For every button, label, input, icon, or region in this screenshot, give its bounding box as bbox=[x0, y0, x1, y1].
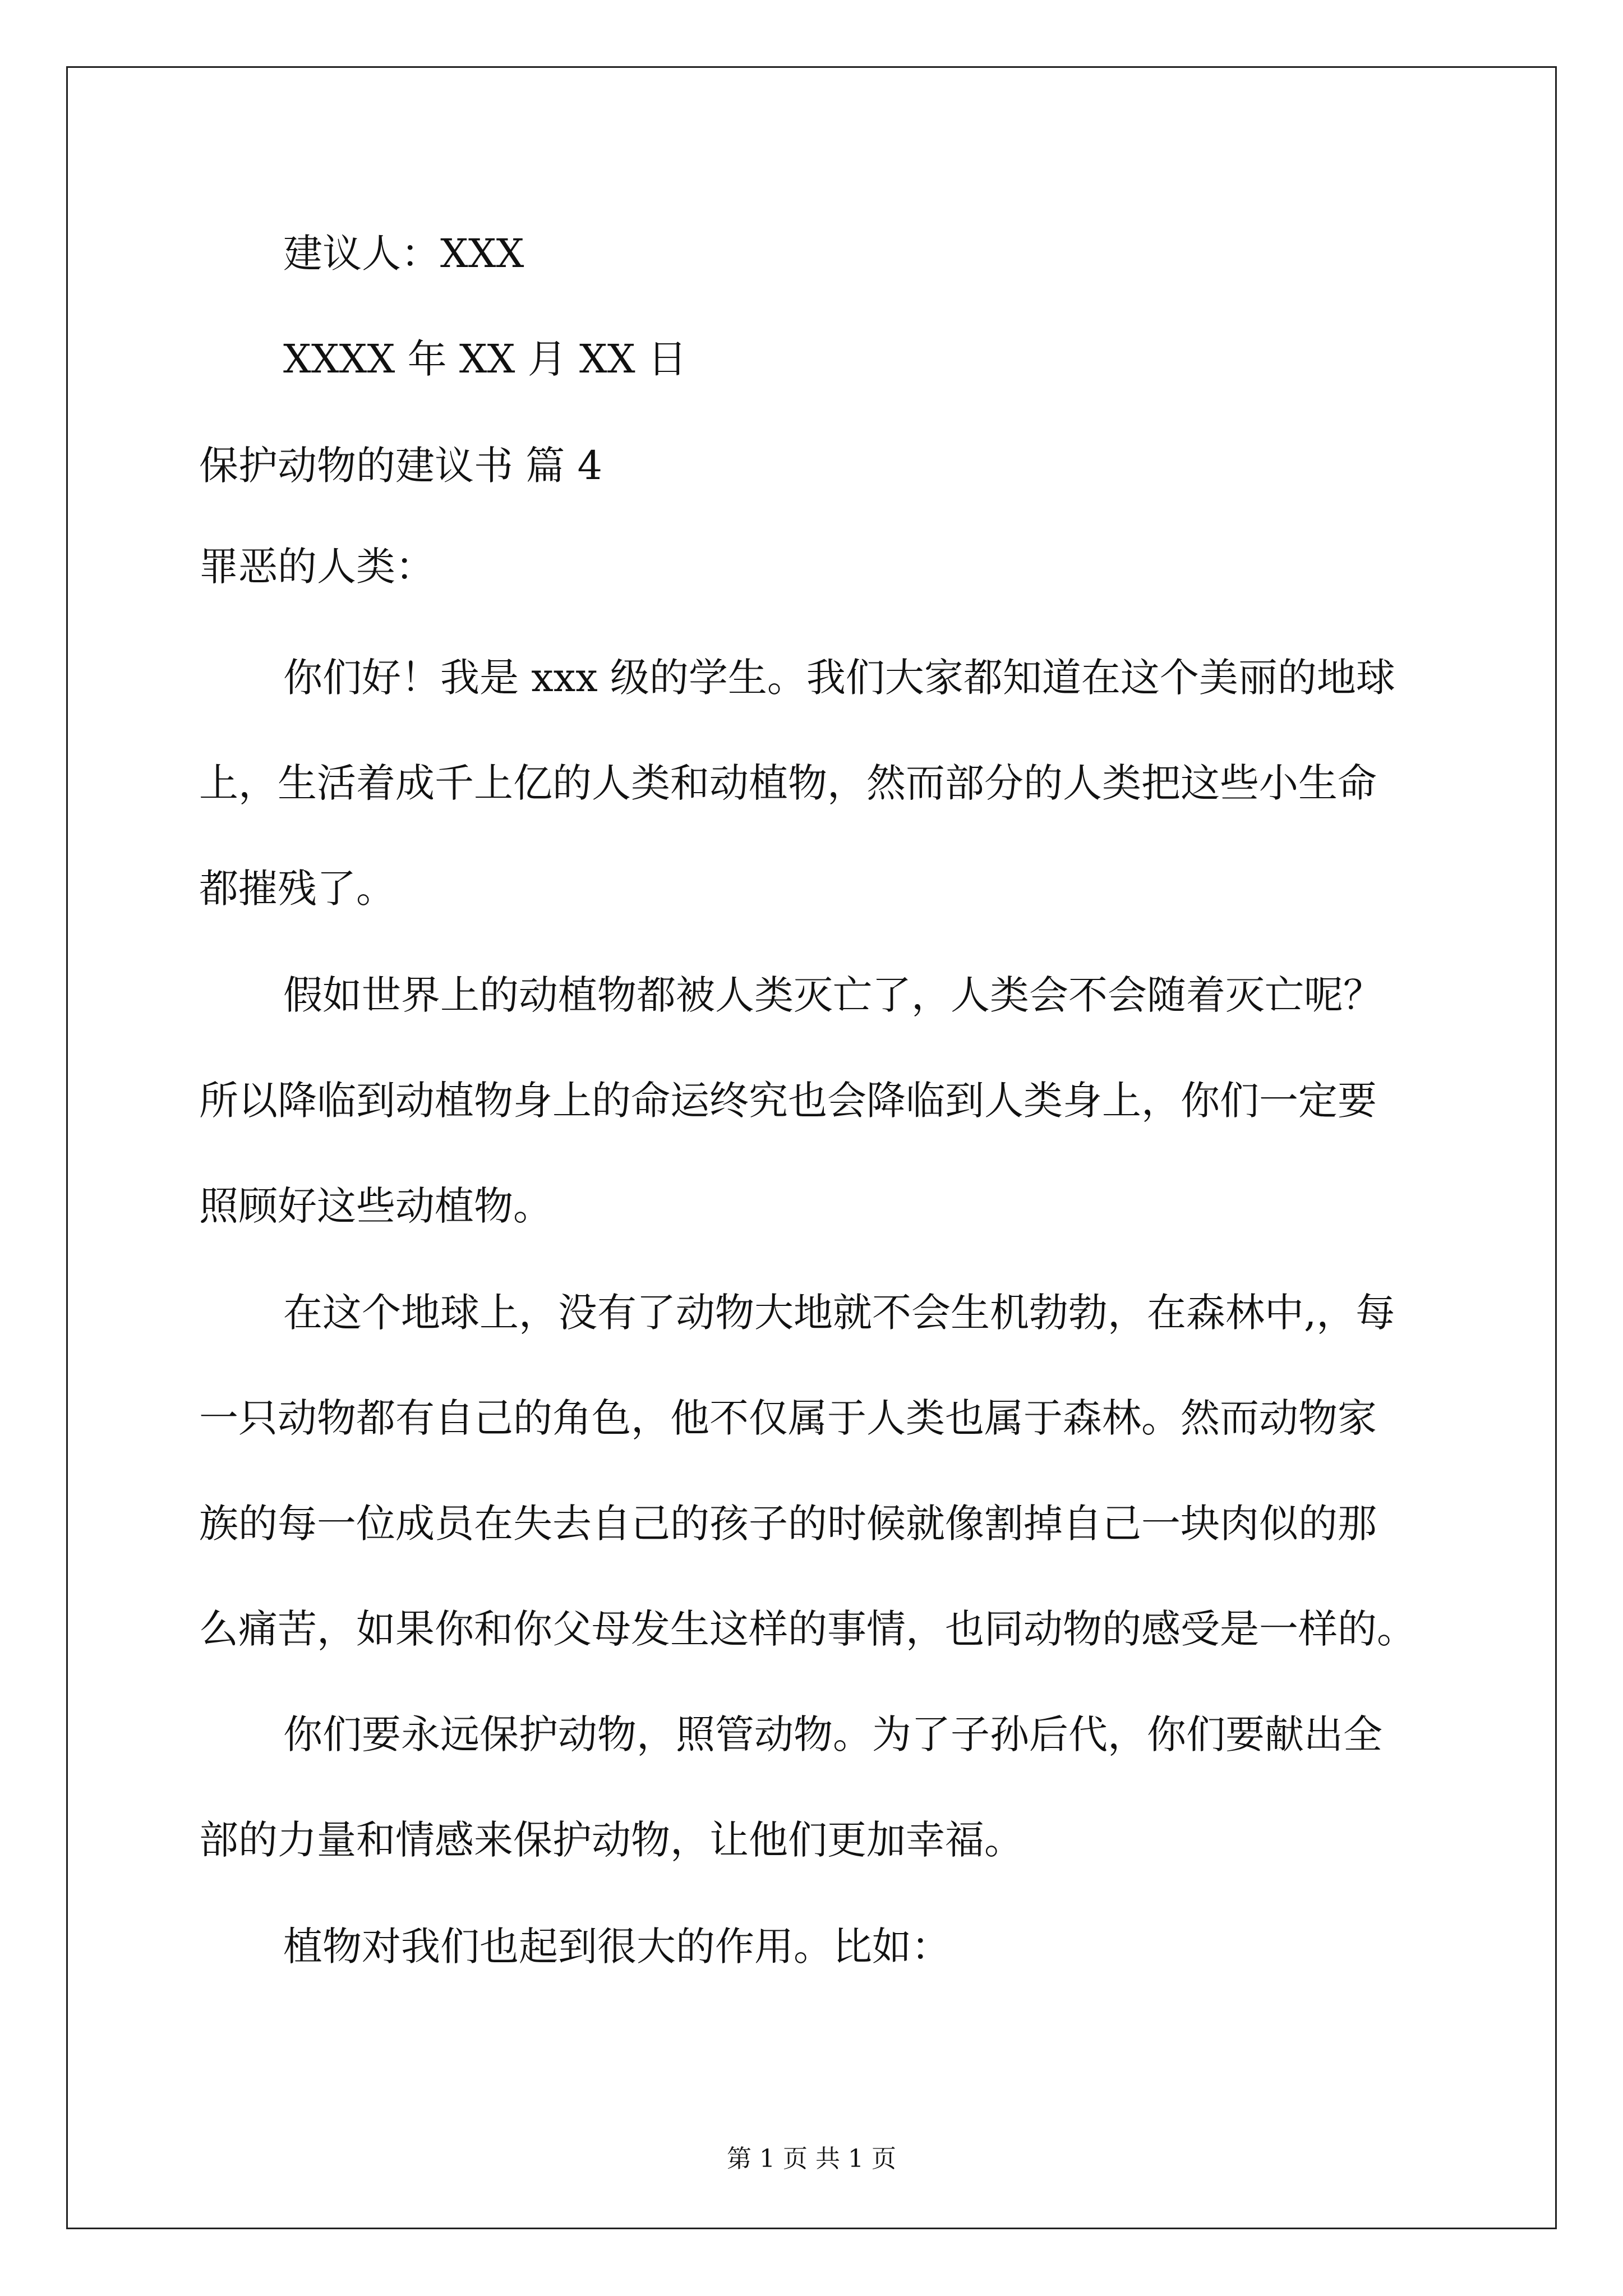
section-heading: 保护动物的建议书 篇 4 bbox=[199, 443, 603, 489]
paragraph-line: 在这个地球上，没有了动物大地就不会生机勃勃，在森林中,，每 bbox=[283, 1290, 1395, 1336]
date-line: XXXX 年 XX 月 XX 日 bbox=[283, 336, 687, 382]
proposer-line: 建议人：XXX bbox=[283, 231, 524, 277]
paragraph-line: 假如世界上的动植物都被人类灭亡了，人类会不会随着灭亡呢？ bbox=[283, 972, 1382, 1018]
page-footer: 第 1 页 共 1 页 bbox=[727, 2145, 896, 2173]
paragraph-line: 照顾好这些动植物。 bbox=[199, 1183, 552, 1229]
paragraph-line: 上，生活着成千上亿的人类和动植物，然而部分的人类把这些小生命 bbox=[199, 760, 1377, 806]
paragraph-line: 么痛苦，如果你和你父母发生这样的事情，也同动物的感受是一样的。 bbox=[199, 1606, 1416, 1652]
paragraph-line: 植物对我们也起到很大的作用。比如： bbox=[283, 1924, 951, 1970]
paragraph-line: 部的力量和情感来保护动物，让他们更加幸福。 bbox=[199, 1817, 1023, 1863]
page-border bbox=[66, 66, 1557, 2229]
paragraph-line: 你们好！我是 xxx 级的学生。我们大家都知道在这个美丽的地球 bbox=[283, 655, 1395, 701]
paragraph-line: 一只动物都有自己的角色，他不仅属于人类也属于森林。然而动物家 bbox=[199, 1395, 1377, 1441]
salutation: 罪恶的人类： bbox=[199, 544, 435, 590]
paragraph-line: 所以降临到动植物身上的命运终究也会降临到人类身上，你们一定要 bbox=[199, 1078, 1377, 1124]
paragraph-line: 都摧残了。 bbox=[199, 866, 395, 912]
paragraph-line: 你们要永远保护动物，照管动物。为了子孙后代，你们要献出全 bbox=[283, 1711, 1382, 1757]
paragraph-line: 族的每一位成员在失去自己的孩子的时候就像割掉自己一块肉似的那 bbox=[199, 1501, 1377, 1547]
